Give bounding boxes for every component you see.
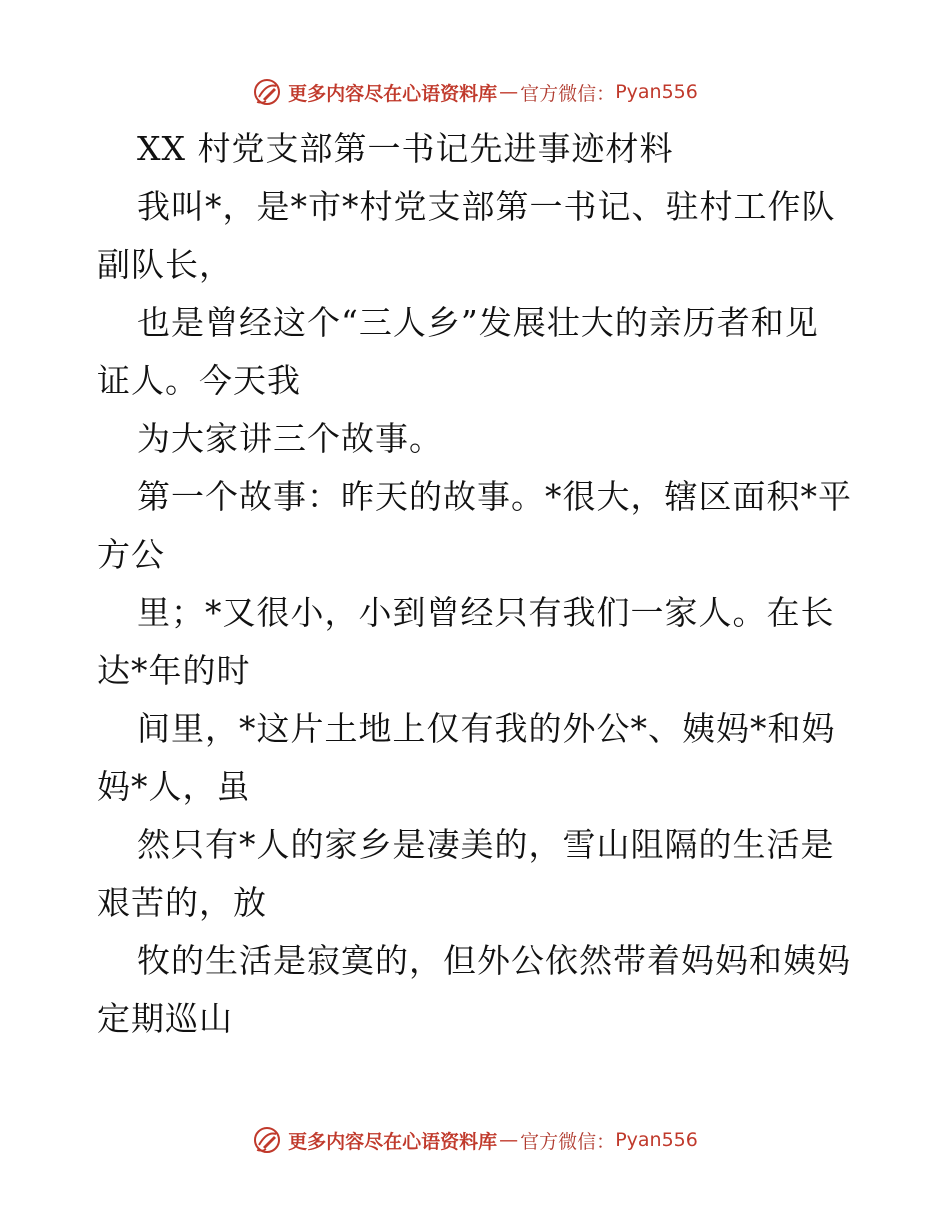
document-line: 艰苦的，放: [97, 883, 267, 922]
document-body: [97, 120, 857, 1048]
banner-main-text: 更多内容尽在心语资料库: [288, 82, 498, 105]
banner-separator: —: [499, 81, 519, 103]
banner-wechat-id: Pyan556: [615, 1129, 698, 1151]
pen-logo-icon: [252, 77, 282, 107]
document-line: 第一个故事：昨天的故事。*很大，辖区面积*平: [137, 477, 852, 516]
banner-main-text: 更多内容尽在心语资料库: [288, 1130, 498, 1153]
document-line: 我叫*，是*市*村党支部第一书记、驻村工作队: [137, 187, 836, 226]
document-line: 证人。今天我: [97, 361, 301, 400]
document-line: 然只有*人的家乡是凄美的，雪山阻隔的生活是: [137, 825, 835, 864]
document-line: 为大家讲三个故事。: [137, 419, 443, 458]
banner-wechat-id: Pyan556: [615, 81, 698, 103]
header-banner: [0, 72, 950, 112]
document-line: 达*年的时: [97, 651, 251, 690]
document-line: 副队长，: [97, 245, 233, 284]
banner-wechat-label: 官方微信：: [520, 82, 616, 105]
footer-banner: [0, 1120, 950, 1160]
document-line: 间里，*这片土地上仅有我的外公*、姨妈*和妈: [137, 709, 836, 748]
document-line: 里；*又很小，小到曾经只有我们一家人。在长: [137, 593, 835, 632]
document-line: 也是曾经这个“三人乡”发展壮大的亲历者和见: [137, 303, 819, 342]
document-line: XX 村党支部第一书记先进事迹材料: [137, 129, 674, 168]
document-line: 妈*人，虽: [97, 767, 251, 806]
banner-separator: —: [499, 1129, 519, 1151]
banner-wechat-label: 官方微信：: [520, 1130, 616, 1153]
document-line: 方公: [97, 535, 165, 574]
document-line: 定期巡山: [97, 999, 233, 1038]
pen-logo-icon: [252, 1125, 282, 1155]
document-line: 牧的生活是寂寞的，但外公依然带着妈妈和姨妈: [137, 941, 851, 980]
